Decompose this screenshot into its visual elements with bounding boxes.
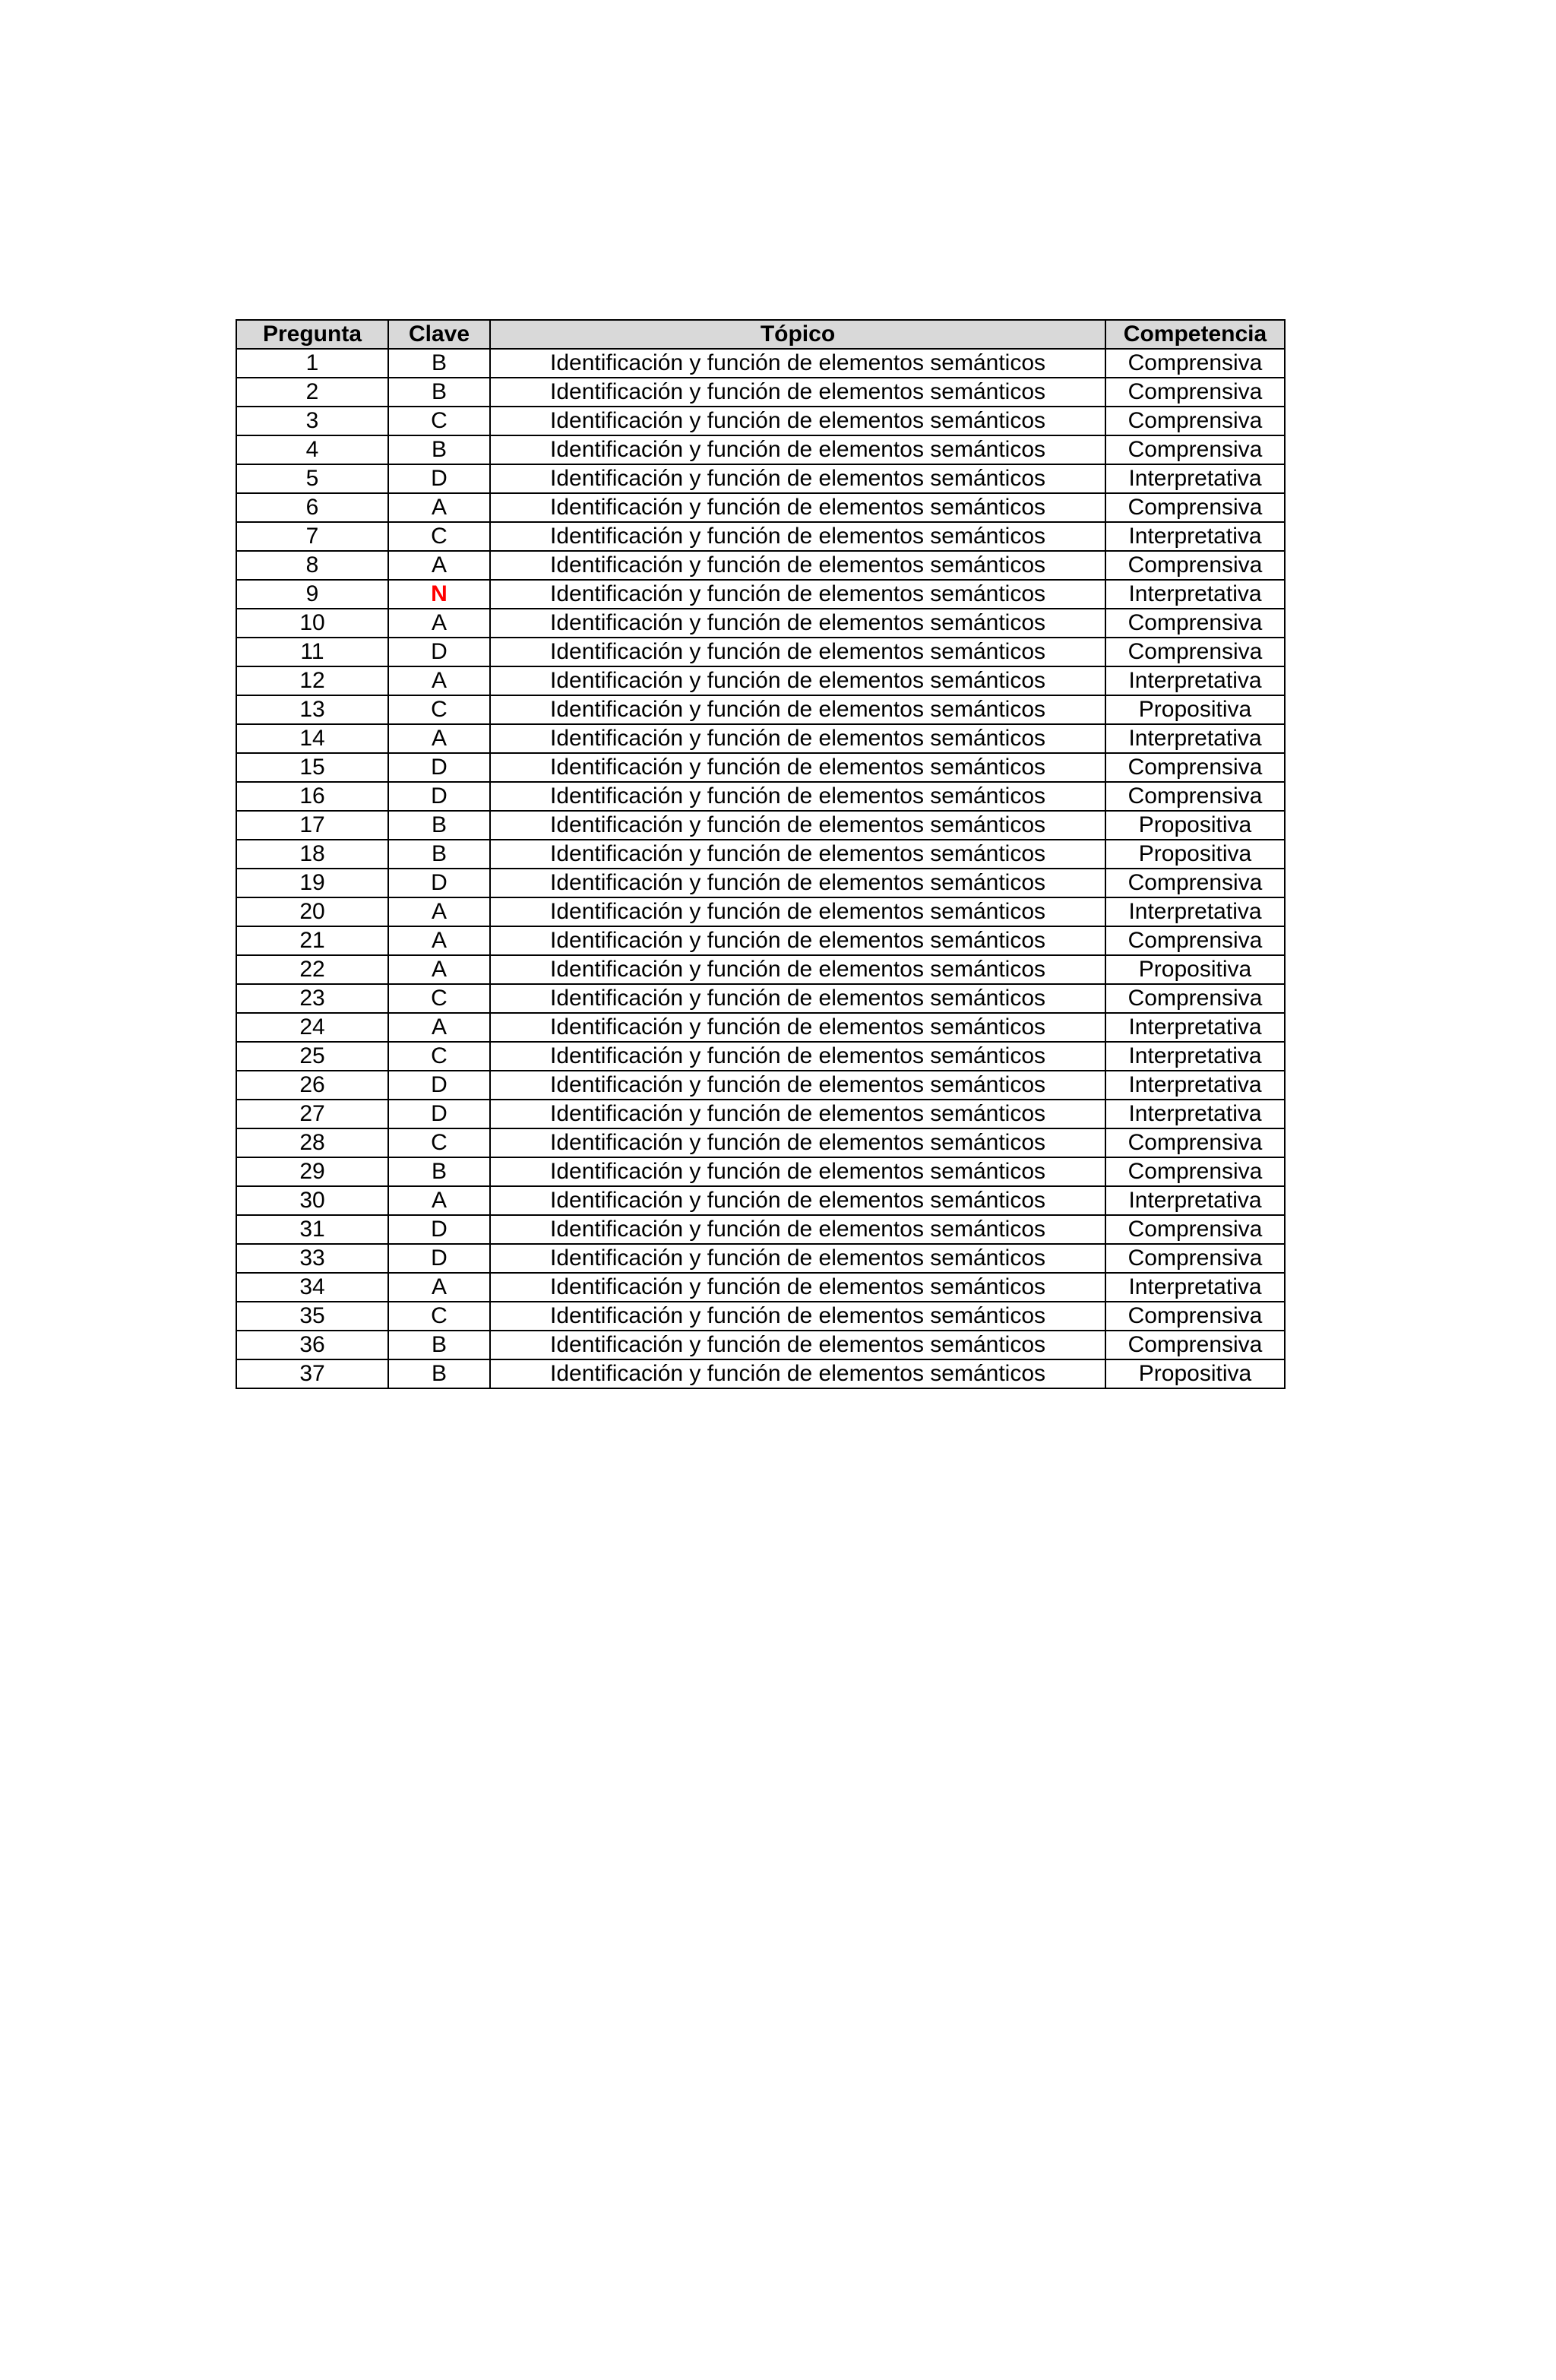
pregunta-cell: 18 (236, 840, 388, 869)
table-row (236, 782, 1285, 811)
clave-cell: B (388, 378, 490, 407)
clave-cell: C (388, 984, 490, 1013)
competencia-cell: Comprensiva (1105, 782, 1285, 811)
clave-cell: A (388, 955, 490, 984)
competencia-cell: Comprensiva (1105, 435, 1285, 464)
competencia-cell: Propositiva (1105, 955, 1285, 984)
table-row (236, 522, 1285, 551)
table-row (236, 1215, 1285, 1244)
pregunta-cell: 29 (236, 1157, 388, 1186)
pregunta-cell: 36 (236, 1331, 388, 1359)
topico-cell: Identificación y función de elementos semánticos (490, 695, 1105, 724)
topico-cell: Identificación y función de elementos semánticos (490, 955, 1105, 984)
clave-cell: C (388, 1128, 490, 1157)
competencia-cell: Interpretativa (1105, 464, 1285, 493)
table-row (236, 1157, 1285, 1186)
topico-cell: Identificación y función de elementos semánticos (490, 580, 1105, 609)
competencia-cell: Interpretativa (1105, 580, 1285, 609)
pregunta-cell: 31 (236, 1215, 388, 1244)
competencia-cell: Propositiva (1105, 840, 1285, 869)
competencia-cell: Propositiva (1105, 811, 1285, 840)
pregunta-cell: 23 (236, 984, 388, 1013)
topico-cell: Identificación y función de elementos semánticos (490, 897, 1105, 926)
pregunta-cell: 28 (236, 1128, 388, 1157)
clave-cell: C (388, 1042, 490, 1071)
clave-cell: B (388, 1157, 490, 1186)
clave-cell: B (388, 840, 490, 869)
clave-cell: A (388, 551, 490, 580)
clave-cell: A (388, 897, 490, 926)
pregunta-cell: 37 (236, 1359, 388, 1388)
competencia-cell: Comprensiva (1105, 407, 1285, 435)
competencia-cell: Interpretativa (1105, 1042, 1285, 1071)
table-row (236, 926, 1285, 955)
clave-cell: D (388, 1215, 490, 1244)
clave-cell: A (388, 724, 490, 753)
topico-cell: Identificación y función de elementos semánticos (490, 984, 1105, 1013)
clave-cell: A (388, 1013, 490, 1042)
table-row (236, 1359, 1285, 1388)
topico-cell: Identificación y función de elementos semánticos (490, 1100, 1105, 1128)
topico-cell: Identificación y función de elementos semánticos (490, 407, 1105, 435)
pregunta-cell: 17 (236, 811, 388, 840)
table-row (236, 1186, 1285, 1215)
pregunta-cell: 9 (236, 580, 388, 609)
topico-cell: Identificación y función de elementos semánticos (490, 522, 1105, 551)
competencia-cell: Comprensiva (1105, 1302, 1285, 1331)
pregunta-cell: 13 (236, 695, 388, 724)
topico-cell: Identificación y función de elementos semánticos (490, 724, 1105, 753)
topico-cell: Identificación y función de elementos semánticos (490, 666, 1105, 695)
clave-cell: C (388, 407, 490, 435)
table-row (236, 349, 1285, 378)
topico-cell: Identificación y función de elementos semánticos (490, 464, 1105, 493)
topico-cell: Identificación y función de elementos semánticos (490, 1128, 1105, 1157)
pregunta-cell: 33 (236, 1244, 388, 1273)
header-clave: Clave (388, 320, 490, 349)
topico-cell: Identificación y función de elementos semánticos (490, 753, 1105, 782)
competencia-cell: Comprensiva (1105, 1215, 1285, 1244)
topico-cell: Identificación y función de elementos semánticos (490, 1302, 1105, 1331)
clave-cell: D (388, 638, 490, 666)
topico-cell: Identificación y función de elementos semánticos (490, 1331, 1105, 1359)
pregunta-cell: 30 (236, 1186, 388, 1215)
topico-cell: Identificación y función de elementos semánticos (490, 1215, 1105, 1244)
topico-cell: Identificación y función de elementos semánticos (490, 1013, 1105, 1042)
topico-cell: Identificación y función de elementos semánticos (490, 1186, 1105, 1215)
table-row (236, 1273, 1285, 1302)
topico-cell: Identificación y función de elementos semánticos (490, 1071, 1105, 1100)
competencia-cell: Comprensiva (1105, 551, 1285, 580)
table-row (236, 1331, 1285, 1359)
topico-cell: Identificación y función de elementos semánticos (490, 493, 1105, 522)
pregunta-cell: 22 (236, 955, 388, 984)
pregunta-cell: 15 (236, 753, 388, 782)
pregunta-cell: 14 (236, 724, 388, 753)
competencia-cell: Interpretativa (1105, 1071, 1285, 1100)
table-row (236, 407, 1285, 435)
pregunta-cell: 25 (236, 1042, 388, 1071)
table-row (236, 1013, 1285, 1042)
competencia-cell: Comprensiva (1105, 1244, 1285, 1273)
table-row (236, 1302, 1285, 1331)
table-body (236, 349, 1285, 1388)
pregunta-cell: 10 (236, 609, 388, 638)
topico-cell: Identificación y función de elementos semánticos (490, 1042, 1105, 1071)
clave-cell: C (388, 695, 490, 724)
competencia-cell: Interpretativa (1105, 1186, 1285, 1215)
pregunta-cell: 24 (236, 1013, 388, 1042)
table-row (236, 1128, 1285, 1157)
table-row (236, 869, 1285, 897)
clave-cell: D (388, 753, 490, 782)
competencia-cell: Interpretativa (1105, 522, 1285, 551)
table-row (236, 1071, 1285, 1100)
pregunta-cell: 21 (236, 926, 388, 955)
competencia-cell: Comprensiva (1105, 378, 1285, 407)
pregunta-cell: 7 (236, 522, 388, 551)
pregunta-cell: 5 (236, 464, 388, 493)
pregunta-cell: 12 (236, 666, 388, 695)
pregunta-cell: 4 (236, 435, 388, 464)
competencia-cell: Interpretativa (1105, 897, 1285, 926)
clave-cell: A (388, 666, 490, 695)
clave-cell: B (388, 435, 490, 464)
competencia-cell: Comprensiva (1105, 638, 1285, 666)
pregunta-cell: 26 (236, 1071, 388, 1100)
pregunta-cell: 1 (236, 349, 388, 378)
table-row (236, 551, 1285, 580)
competencia-cell: Interpretativa (1105, 1100, 1285, 1128)
pregunta-cell: 11 (236, 638, 388, 666)
pregunta-cell: 16 (236, 782, 388, 811)
clave-cell: A (388, 926, 490, 955)
topico-cell: Identificación y función de elementos semánticos (490, 1244, 1105, 1273)
competencia-cell: Comprensiva (1105, 869, 1285, 897)
clave-cell: A (388, 1186, 490, 1215)
table-row (236, 840, 1285, 869)
clave-cell: A (388, 609, 490, 638)
clave-cell: C (388, 1302, 490, 1331)
clave-cell: D (388, 782, 490, 811)
table-row (236, 955, 1285, 984)
pregunta-cell: 2 (236, 378, 388, 407)
table-row (236, 464, 1285, 493)
header-competencia: Competencia (1105, 320, 1285, 349)
pregunta-cell: 19 (236, 869, 388, 897)
table-row (236, 638, 1285, 666)
topico-cell: Identificación y función de elementos semánticos (490, 840, 1105, 869)
competencia-cell: Comprensiva (1105, 1128, 1285, 1157)
clave-cell: B (388, 349, 490, 378)
competencia-cell: Propositiva (1105, 695, 1285, 724)
pregunta-cell: 34 (236, 1273, 388, 1302)
header-row (236, 320, 1285, 349)
topico-cell: Identificación y función de elementos semánticos (490, 435, 1105, 464)
clave-cell: D (388, 464, 490, 493)
clave-cell: D (388, 1100, 490, 1128)
clave-cell: B (388, 1359, 490, 1388)
competencia-cell: Comprensiva (1105, 1331, 1285, 1359)
competencia-cell: Comprensiva (1105, 753, 1285, 782)
clave-cell: D (388, 869, 490, 897)
table-row (236, 378, 1285, 407)
clave-cell: B (388, 1331, 490, 1359)
header-pregunta: Pregunta (236, 320, 388, 349)
clave-cell: A (388, 493, 490, 522)
table-row (236, 984, 1285, 1013)
table-row (236, 1042, 1285, 1071)
topico-cell: Identificación y función de elementos semánticos (490, 782, 1105, 811)
clave-cell: D (388, 1244, 490, 1273)
table-row (236, 695, 1285, 724)
pregunta-cell: 35 (236, 1302, 388, 1331)
pregunta-cell: 27 (236, 1100, 388, 1128)
competencia-cell: Comprensiva (1105, 926, 1285, 955)
header-topico: Tópico (490, 320, 1105, 349)
pregunta-cell: 3 (236, 407, 388, 435)
topico-cell: Identificación y función de elementos semánticos (490, 811, 1105, 840)
topico-cell: Identificación y función de elementos semánticos (490, 349, 1105, 378)
clave-cell: A (388, 1273, 490, 1302)
table-header (236, 320, 1285, 349)
topico-cell: Identificación y función de elementos semánticos (490, 551, 1105, 580)
table-row (236, 435, 1285, 464)
topico-cell: Identificación y función de elementos semánticos (490, 1359, 1105, 1388)
table-row (236, 666, 1285, 695)
topico-cell: Identificación y función de elementos semánticos (490, 609, 1105, 638)
clave-cell: B (388, 811, 490, 840)
table-row (236, 897, 1285, 926)
clave-cell: N (388, 580, 490, 609)
competencia-cell: Propositiva (1105, 1359, 1285, 1388)
topico-cell: Identificación y función de elementos semánticos (490, 869, 1105, 897)
competencia-cell: Interpretativa (1105, 1013, 1285, 1042)
clave-cell: D (388, 1071, 490, 1100)
table-row (236, 811, 1285, 840)
competencia-cell: Interpretativa (1105, 1273, 1285, 1302)
competencia-cell: Interpretativa (1105, 666, 1285, 695)
table-row (236, 609, 1285, 638)
table-row (236, 724, 1285, 753)
clave-cell: C (388, 522, 490, 551)
topico-cell: Identificación y función de elementos semánticos (490, 638, 1105, 666)
topico-cell: Identificación y función de elementos semánticos (490, 378, 1105, 407)
topico-cell: Identificación y función de elementos semánticos (490, 1157, 1105, 1186)
answer-key-table (236, 319, 1286, 1389)
competencia-cell: Comprensiva (1105, 984, 1285, 1013)
pregunta-cell: 8 (236, 551, 388, 580)
topico-cell: Identificación y función de elementos semánticos (490, 926, 1105, 955)
table-row (236, 753, 1285, 782)
competencia-cell: Comprensiva (1105, 493, 1285, 522)
pregunta-cell: 6 (236, 493, 388, 522)
competencia-cell: Comprensiva (1105, 1157, 1285, 1186)
table-row (236, 1100, 1285, 1128)
table-row (236, 1244, 1285, 1273)
table-row (236, 493, 1285, 522)
table-row (236, 580, 1285, 609)
competencia-cell: Comprensiva (1105, 349, 1285, 378)
competencia-cell: Interpretativa (1105, 724, 1285, 753)
topico-cell: Identificación y función de elementos semánticos (490, 1273, 1105, 1302)
competencia-cell: Comprensiva (1105, 609, 1285, 638)
pregunta-cell: 20 (236, 897, 388, 926)
